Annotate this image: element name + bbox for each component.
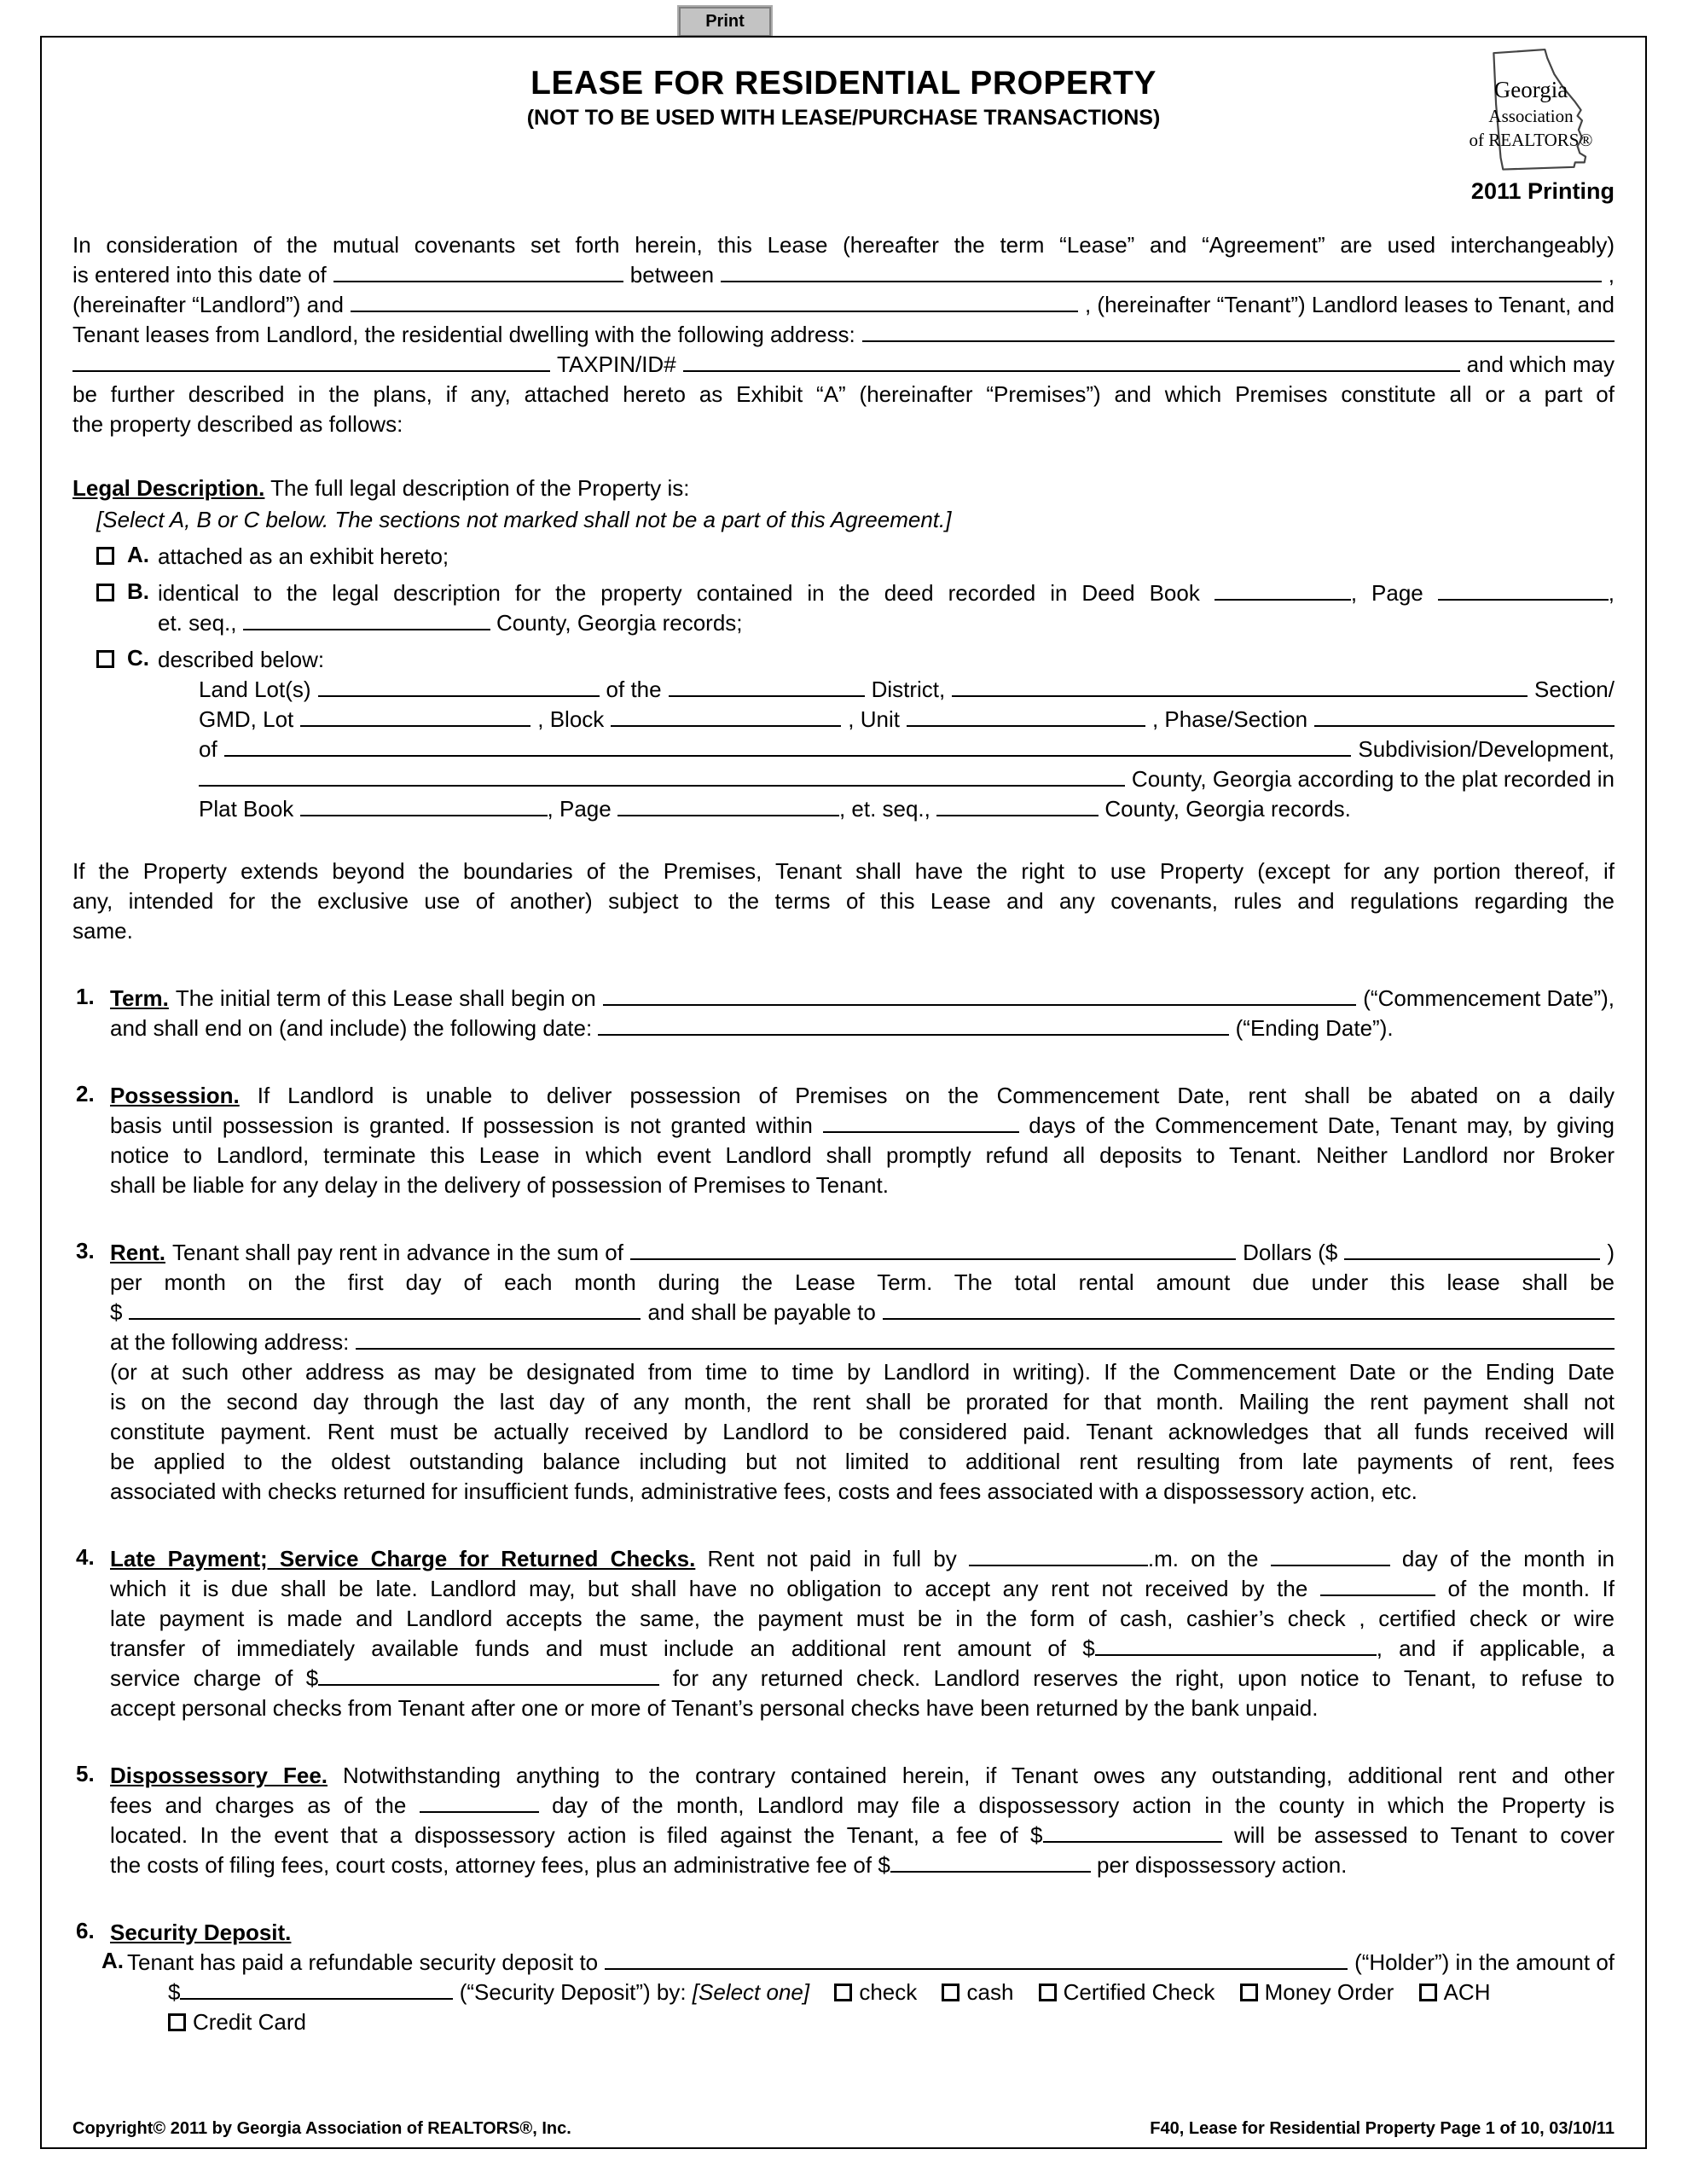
logo-line-georgia: Georgia [1493, 77, 1568, 102]
text-run: per dispossessory action. [1097, 1852, 1348, 1878]
text-run: et. seq., [158, 610, 237, 636]
text-run: late payment is made and Landlord accepts the same, the payment must be in the form of cash, cashier’s check , certified check or wire [110, 1606, 1615, 1631]
lease-document-page [40, 36, 1647, 2149]
text-run: notice to Landlord, terminate this Lease in which event Landlord shall promptly refund all deposits to Tenant. Neither Landlord nor Broker [110, 1142, 1615, 1168]
blank-field [1438, 582, 1609, 601]
text-run: , Page [547, 796, 612, 822]
text-line [72, 230, 1615, 260]
blank-field [952, 678, 1528, 697]
option-label: check [859, 1979, 918, 2005]
option-label: cash [966, 1979, 1014, 2005]
text-line [72, 260, 1615, 290]
text-run: day of the month, Landlord may file a dispossessory action in the county in which the Property is [552, 1792, 1615, 1818]
text-line [158, 578, 1615, 608]
legal-option-c-details [72, 675, 1615, 824]
section-heading: Legal Description. [72, 475, 265, 501]
text-line [110, 1791, 1615, 1821]
text-run: , (hereinafter “Tenant”) Landlord leases to Tenant, and [1084, 292, 1615, 317]
text-line [199, 794, 1615, 824]
blank-field [351, 293, 1078, 312]
text-run: is on the second day through the last day of any month, the rent shall be prorated for that month. Mailing the rent payment shall not [110, 1389, 1615, 1414]
text-line [72, 350, 1615, 380]
text-run: GMD, Lot [199, 706, 294, 732]
text-run: TAXPIN/ID# [557, 351, 676, 377]
text-line [110, 1268, 1615, 1298]
text-line [199, 675, 1615, 705]
section-heading: Term. [110, 985, 169, 1011]
text-line [110, 1081, 1615, 1111]
text-run: If Landlord is unable to deliver possession of Premises on the Commencement Date, rent shall be abated on a daily [257, 1083, 1615, 1108]
legal-option-a [72, 542, 1615, 572]
text-run: accept personal checks from Tenant after one or more of Tenant’s personal checks have been returned by the bank unpaid. [110, 1695, 1319, 1721]
text-run: .m. on the [1147, 1546, 1259, 1571]
text-run: associated with checks returned for insufficient funds, administrative fees, costs and fees associated with a dispossessory action, etc. [110, 1478, 1417, 1504]
text-line [110, 1447, 1615, 1477]
text-line [110, 1918, 1615, 1948]
blank-field [129, 1301, 641, 1320]
blank-field [333, 264, 623, 282]
text-run: , and if applicable, a [1376, 1635, 1615, 1661]
text-line [110, 1693, 1615, 1723]
text-run: (“Commencement Date”), [1363, 985, 1615, 1011]
text-run: will be assessed to Tenant to cover [1233, 1822, 1615, 1848]
blank-field [603, 987, 1357, 1006]
text-run: per month on the first day of each month during the Lease Term. The total rental amount due under this lease shall be [110, 1269, 1615, 1295]
printing-year: 2011 Printing [1470, 178, 1615, 204]
section-rent [72, 1238, 1615, 1507]
text-line [158, 542, 1615, 572]
text-line [158, 645, 1615, 675]
text-run: County, Georgia records. [1104, 796, 1351, 822]
section-late-payment [72, 1544, 1615, 1723]
blank-field [318, 678, 600, 697]
text-line [199, 764, 1615, 794]
blank-field [199, 768, 1125, 787]
text-line [110, 1544, 1615, 1574]
section-heading: Rent. [110, 1240, 165, 1265]
section-number: 3. [76, 1238, 95, 1263]
text-run: (or at such other address as may be designated from time to time by Landlord in writing). If the Commencement Date or the Ending Date [110, 1359, 1615, 1385]
text-run: $ [110, 1299, 123, 1325]
text-run: The initial term of this Lease shall begin on [175, 985, 596, 1011]
section-dispossessory-fee [72, 1761, 1615, 1880]
blank-field [936, 798, 1099, 816]
text-line [110, 1014, 1615, 1043]
text-line [110, 1574, 1615, 1604]
intro-paragraph [72, 230, 1615, 439]
text-run: identical to the legal description for the property contained in the deed recorded in Deed Book [158, 580, 1200, 606]
text-line [72, 473, 1615, 503]
blank-field [890, 1854, 1091, 1873]
text-run: , et. seq., [838, 796, 930, 822]
checkbox-payment-credit-card[interactable] [168, 2013, 186, 2031]
section-security-deposit [72, 1918, 1615, 2037]
text-run: located. In the event that a dispossessory action is filed against the Tenant, a fee of $ [110, 1822, 1043, 1848]
blank-field [598, 1017, 1229, 1036]
print-button[interactable]: Print [679, 7, 771, 37]
text-run: If the Property extends beyond the boundaries of the Premises, Tenant shall have the right to use Property (except for any portion thereof, if [72, 858, 1615, 884]
blank-field [356, 1331, 1615, 1350]
blank-field [1314, 708, 1615, 727]
text-line [110, 984, 1615, 1014]
blank-field [883, 1301, 1615, 1320]
text-run: Section/ [1534, 677, 1615, 702]
checkbox-option-b[interactable] [96, 584, 114, 601]
blank-field [1215, 582, 1351, 601]
legal-option-c [72, 645, 1615, 675]
text-line [158, 608, 1615, 638]
text-run: basis until possession is granted. If possession is not granted within [110, 1112, 813, 1138]
checkbox-payment-cash[interactable] [942, 1984, 959, 2001]
blank-field [969, 1548, 1148, 1566]
text-line [110, 1327, 1615, 1357]
checkbox-payment-certified-check[interactable] [1039, 1984, 1057, 2001]
document-subtitle: (NOT TO BE USED WITH LEASE/PURCHASE TRANSACTIONS) [526, 106, 1161, 130]
section-number: 2. [76, 1081, 95, 1107]
blank-field [1095, 1637, 1377, 1656]
text-line [110, 1238, 1615, 1268]
text-line [168, 2007, 1615, 2037]
text-run: (“Holder”) in the amount of [1354, 1949, 1615, 1975]
security-deposit-item-a [101, 1948, 1615, 2037]
blank-field [72, 353, 550, 372]
text-line [110, 1387, 1615, 1417]
section-number: 4. [76, 1544, 95, 1570]
text-line [110, 1477, 1615, 1507]
blank-field [224, 738, 1352, 757]
select-one-note: [Select one] [692, 1979, 810, 2005]
copyright-text: Copyright© 2011 by Georgia Association of REALTORS®, Inc. [72, 2119, 571, 2138]
text-run: District, [871, 677, 946, 702]
text-line [199, 735, 1615, 764]
text-run: Subdivision/Development, [1358, 736, 1615, 762]
blank-field [300, 798, 548, 816]
text-run: , Page [1350, 580, 1423, 606]
text-run: ) [1607, 1240, 1615, 1265]
blank-field [300, 708, 530, 727]
logo-line-association: Association [1488, 106, 1574, 126]
blank-field [1271, 1548, 1390, 1566]
blank-field [1320, 1577, 1435, 1596]
option-label: Credit Card [193, 2009, 306, 2035]
document-header [72, 65, 1615, 131]
text-run: Tenant shall pay rent in advance in the sum of [172, 1240, 623, 1265]
blank-field [630, 1241, 1236, 1260]
blank-field [823, 1114, 1019, 1133]
section-heading: Security Deposit. [110, 1920, 292, 1945]
text-run: and which may [1466, 351, 1615, 377]
text-run: the property described as follows: [72, 411, 403, 437]
section-heading: Late Payment; Service Charge for Returned Checks. [110, 1546, 696, 1571]
blank-field [907, 708, 1145, 727]
text-run: , [1608, 580, 1615, 606]
text-run: be applied to the oldest outstanding balance including but not limited to additional rent resulting from late payments of rent, fees [110, 1449, 1615, 1474]
form-id-page-text: F40, Lease for Residential Property Page 1 of 10, 03/10/11 [1150, 2119, 1615, 2138]
section-possession [72, 1081, 1615, 1200]
text-run: at the following address: [110, 1329, 350, 1355]
blank-field [617, 798, 839, 816]
checkbox-payment-ach[interactable] [1419, 1984, 1437, 2001]
gar-logo [1454, 46, 1608, 174]
text-run: (“Security Deposit”) by: [459, 1979, 687, 2005]
text-run: is entered into this date of [72, 262, 327, 288]
text-run: County, Georgia records; [496, 610, 743, 636]
blank-field [1344, 1241, 1600, 1260]
text-line [110, 1761, 1615, 1791]
option-label: ACH [1443, 1979, 1491, 2005]
text-line [110, 1298, 1615, 1327]
text-run: shall be liable for any delay in the delivery of possession of Premises to Tenant. [110, 1172, 889, 1198]
text-line [110, 1850, 1615, 1880]
gar-logo-text [1454, 77, 1608, 151]
text-line [110, 1170, 1615, 1200]
text-line [110, 1417, 1615, 1447]
option-letter: A. [127, 542, 149, 567]
text-line [72, 916, 1615, 946]
blank-field [420, 1794, 539, 1813]
section-heading: Dispossessory Fee. [110, 1763, 328, 1788]
blank-field [318, 1667, 659, 1686]
text-run: transfer of immediately available funds and must include an additional rent amount of $ [110, 1635, 1095, 1661]
legal-description-section [72, 473, 1615, 824]
blank-field [721, 264, 1602, 282]
blank-field [180, 1981, 453, 2000]
text-run: Dollars ($ [1243, 1240, 1338, 1265]
text-line [110, 1357, 1615, 1387]
section-number: 1. [76, 984, 95, 1009]
checkbox-payment-check[interactable] [834, 1984, 852, 2001]
checkbox-payment-money-order[interactable] [1240, 1984, 1258, 2001]
text-line [72, 857, 1615, 886]
text-run: (“Ending Date”). [1235, 1015, 1394, 1041]
text-line [110, 1821, 1615, 1850]
text-run: described below: [158, 647, 325, 672]
text-run: any, intended for the exclusive use of another) subject to the terms of this Lease and any covenants, rules and regulations regarding the [72, 888, 1615, 914]
property-use-paragraph [72, 857, 1615, 946]
text-run: , Phase/Section [1151, 706, 1308, 732]
text-run: Land Lot(s) [199, 677, 311, 702]
text-run: service charge of $ [110, 1665, 319, 1691]
text-run: , [1608, 262, 1615, 288]
blank-field [683, 353, 1460, 372]
text-run: $ [168, 1979, 181, 2005]
text-run: Notwithstanding anything to the contrary contained herein, if Tenant owes any outstanding, additional rent and other [343, 1763, 1615, 1788]
text-run: days of the Commencement Date, Tenant may, by giving [1029, 1112, 1615, 1138]
text-line [110, 1111, 1615, 1141]
option-label: Money Order [1264, 1979, 1394, 2005]
option-letter: A. [101, 1948, 124, 1973]
option-letter: B. [127, 578, 149, 604]
text-line [110, 1141, 1615, 1170]
blank-field [611, 708, 841, 727]
text-line [168, 1978, 1615, 2007]
text-run: (hereinafter “Landlord”) and [72, 292, 344, 317]
text-line [110, 1604, 1615, 1634]
legal-option-b [72, 578, 1615, 638]
text-line [127, 1948, 1615, 1978]
text-run: In consideration of the mutual covenants set forth herein, this Lease (hereafter the term “Lease” and “Agreement” are used interchangeably) [72, 232, 1615, 258]
text-run: be further described in the plans, if any, attached hereto as Exhibit “A” (hereinafter “Premises”) and which Premises constitute all or a part of [72, 381, 1615, 407]
checkbox-option-a[interactable] [96, 547, 114, 565]
text-line [72, 380, 1615, 410]
text-run: , Unit [848, 706, 900, 732]
text-line [72, 886, 1615, 916]
text-run: Tenant leases from Landlord, the residential dwelling with the following address: [72, 322, 855, 347]
section-heading: Possession. [110, 1083, 240, 1108]
document-footer [72, 2119, 1615, 2139]
text-line [110, 1634, 1615, 1664]
section-number: 5. [76, 1761, 95, 1786]
text-run: attached as an exhibit hereto; [158, 543, 449, 569]
blank-field [862, 323, 1615, 342]
text-run: County, Georgia according to the plat recorded in [1131, 766, 1615, 792]
text-line [72, 410, 1615, 439]
text-run: and shall be payable to [647, 1299, 876, 1325]
document-title: LEASE FOR RESIDENTIAL PROPERTY [530, 65, 1157, 102]
text-line [72, 320, 1615, 350]
text-run: fees and charges as of the [110, 1792, 407, 1818]
blank-field [669, 678, 865, 697]
text-run: and shall end on (and include) the following date: [110, 1015, 593, 1041]
text-run: constitute payment. Rent must be actually received by Landlord to be considered paid. Tenant acknowledges that all funds received will [110, 1419, 1615, 1444]
text-run: Rent not paid in full by [707, 1546, 957, 1571]
option-letter: C. [127, 645, 149, 671]
section-number: 6. [76, 1918, 95, 1943]
text-run: which it is due shall be late. Landlord may, but shall have no obligation to accept any rent not received by the [110, 1576, 1308, 1601]
text-run: for any returned check. Landlord reserves the right, upon notice to Tenant, to refuse to [672, 1665, 1615, 1691]
blank-field [243, 612, 490, 630]
text-run: Plat Book [199, 796, 294, 822]
blank-field [1043, 1824, 1222, 1843]
text-run: day of the month in [1401, 1546, 1615, 1571]
section-term [72, 984, 1615, 1043]
text-run: between [629, 262, 715, 288]
select-instruction: [Select A, B or C below. The sections not marked shall not be a part of this Agreement.] [96, 507, 952, 532]
text-run: of the month. If [1447, 1576, 1615, 1601]
option-label: Certified Check [1063, 1979, 1215, 2005]
text-run: The full legal description of the Property is: [270, 475, 690, 501]
text-line [199, 705, 1615, 735]
text-run: , Block [537, 706, 605, 732]
text-run: of [199, 736, 217, 762]
text-run: same. [72, 918, 133, 944]
checkbox-option-c[interactable] [96, 650, 114, 668]
text-line [110, 1664, 1615, 1693]
logo-line-realtors: of REALTORS® [1469, 130, 1593, 150]
text-line [72, 290, 1615, 320]
text-run: Tenant has paid a refundable security deposit to [127, 1949, 599, 1975]
text-run: the costs of filing fees, court costs, attorney fees, plus an administrative fee of $ [110, 1852, 890, 1878]
blank-field [605, 1951, 1348, 1970]
text-run: of the [606, 677, 662, 702]
